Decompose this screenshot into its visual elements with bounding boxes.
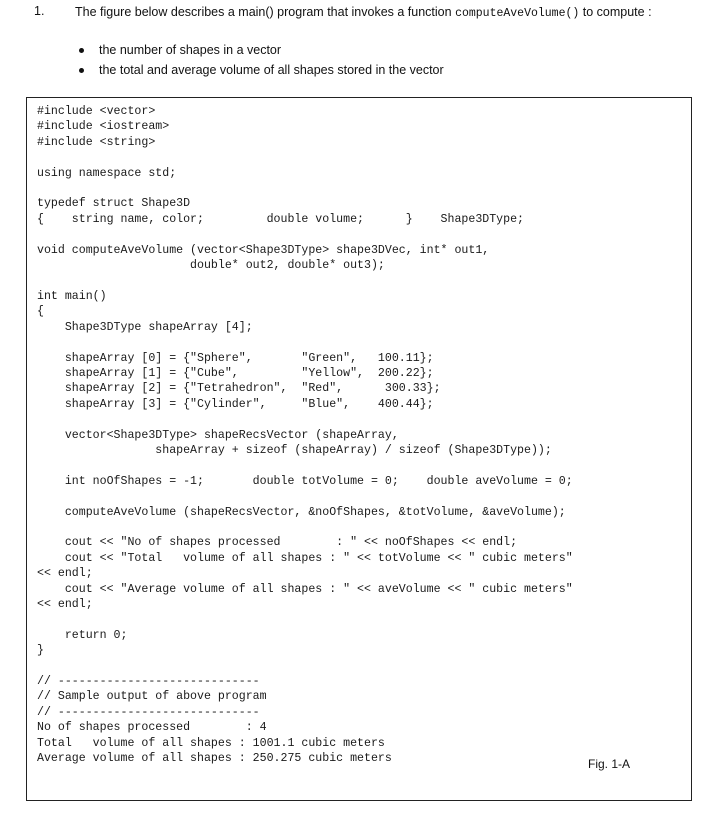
- code-line: Average volume of all shapes : 250.275 cubic meters: [37, 752, 392, 766]
- question-text-after: to compute :: [579, 5, 652, 19]
- code-line: shapeArray [1] = {"Cube", "Yellow", 200.22};: [37, 366, 434, 380]
- question-text-before: The figure below describes a main() program that invokes a function: [75, 5, 456, 19]
- code-line: { string name, color; double volume; } Shape3DType;: [37, 212, 525, 226]
- code-line: // Sample output of above program: [37, 690, 267, 704]
- code-line: using namespace std;: [37, 166, 177, 180]
- code-line: typedef struct Shape3D: [37, 197, 191, 211]
- code-line: computeAveVolume (shapeRecsVector, &noOfShapes, &totVolume, &aveVolume);: [37, 505, 566, 519]
- code-line: cout << "Average volume of all shapes : " << aveVolume << " cubic meters": [37, 582, 573, 596]
- bullet-text: the number of shapes in a vector: [99, 43, 282, 57]
- bullet-list: [75, 40, 444, 80]
- code-line: Shape3DType shapeArray [4];: [37, 320, 253, 334]
- code-line: shapeArray + sizeof (shapeArray) / sizeof (Shape3DType));: [37, 443, 552, 457]
- code-line: #include <string>: [37, 135, 156, 149]
- code-line: #include <vector>: [37, 105, 156, 118]
- code-line: shapeArray [3] = {"Cylinder", "Blue", 400.44};: [37, 397, 434, 411]
- code-line: cout << "Total volume of all shapes : " << totVolume << " cubic meters": [37, 551, 573, 565]
- code-line: {: [37, 305, 44, 319]
- code-listing: [37, 104, 573, 766]
- code-line: void computeAveVolume (vector<Shape3DType> shape3DVec, int* out1,: [37, 243, 490, 257]
- function-name-code: computeAveVolume(): [455, 7, 580, 20]
- code-line: return 0;: [37, 628, 128, 642]
- code-line: cout << "No of shapes processed : " << noOfShapes << endl;: [37, 536, 518, 550]
- bullet-text: the total and average volume of all shapes stored in the vector: [99, 63, 444, 77]
- code-line: << endl;: [37, 598, 93, 611]
- code-line: double* out2, double* out3);: [37, 259, 385, 273]
- code-line: // -----------------------------: [37, 705, 260, 719]
- code-line: // -----------------------------: [37, 675, 260, 689]
- code-line: << endl;: [37, 567, 93, 581]
- code-figure-box: [26, 97, 692, 801]
- code-line: Total volume of all shapes : 1001.1 cubic meters: [37, 736, 385, 750]
- bullet-dot-icon: [79, 48, 84, 53]
- code-line: vector<Shape3DType> shapeRecsVector (shapeArray,: [37, 428, 399, 442]
- code-line: #include <iostream>: [37, 120, 170, 134]
- code-line: No of shapes processed : 4: [37, 721, 267, 735]
- code-line: shapeArray [0] = {"Sphere", "Green", 100.11};: [37, 351, 434, 365]
- bullet-dot-icon: [79, 68, 84, 73]
- bullet-item: [75, 60, 444, 80]
- code-line: int noOfShapes = -1; double totVolume = 0; double aveVolume = 0;: [37, 474, 573, 488]
- bullet-item: [75, 40, 444, 60]
- code-line: int main(): [37, 289, 107, 303]
- figure-label: Fig. 1-A: [588, 757, 631, 771]
- question-number: 1.: [34, 4, 45, 18]
- code-line: shapeArray [2] = {"Tetrahedron", "Red", 300.33};: [37, 382, 441, 396]
- question-text: [75, 4, 685, 22]
- code-line: }: [37, 644, 44, 658]
